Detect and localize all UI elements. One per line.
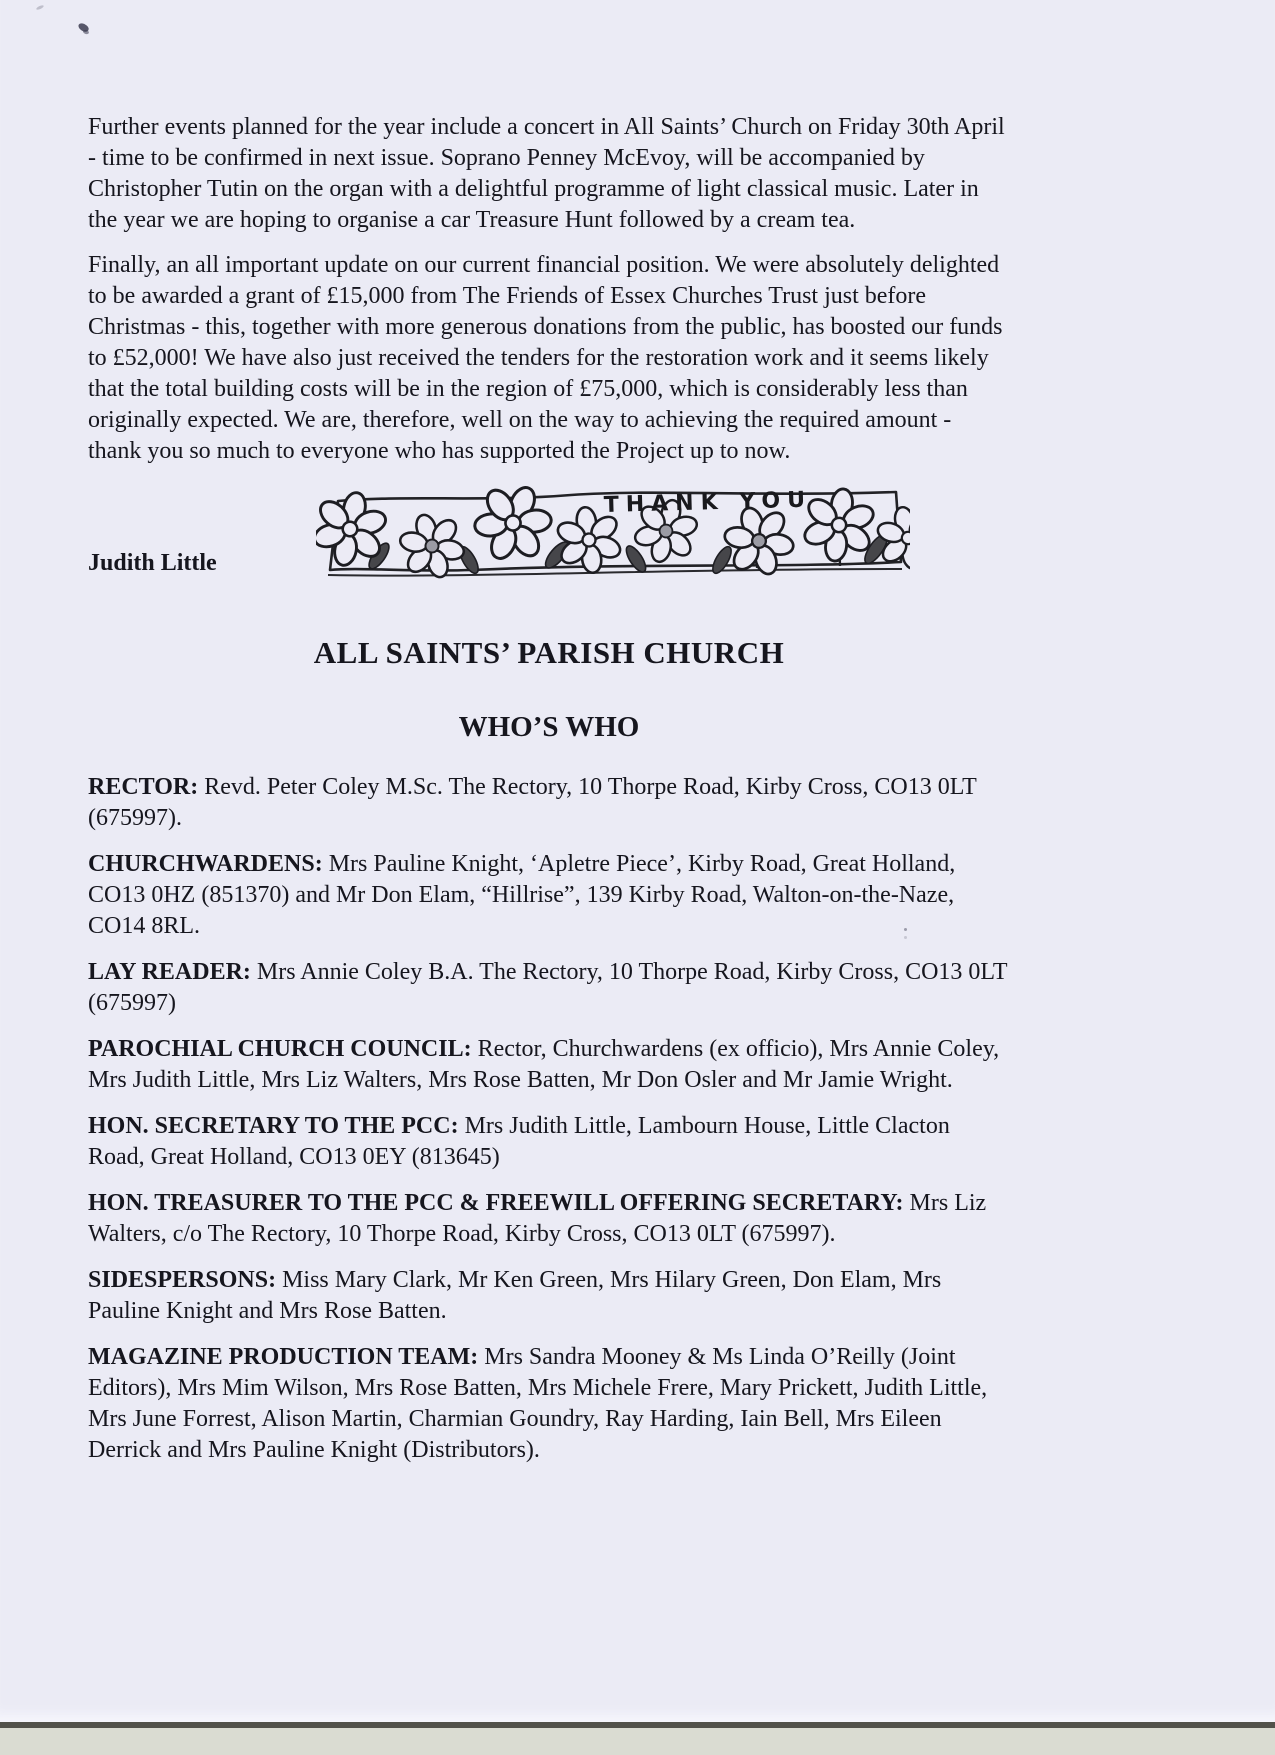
entry-rector [88, 772, 1010, 834]
entry-sidespersons [88, 1265, 1010, 1327]
paragraph-finances: Finally, an all important update on our current financial position. We were absolutely delighted to be awarded a grant of £15,000 from The Friends of Essex Churches Trust just before Christmas - this, together with more generous donations from the public, has boosted our funds to £52,000! We have also just received the tenders for the restoration work and it seems likely that the total building costs will be in the region of £75,000, which is considerably less than originally expected. We are, therefore, well on the way to achieving the required amount - thank you so much to everyone who has supported the Project up to now. [88, 252, 1003, 464]
entry-text: Mrs Annie Coley B.A. The Rectory, 10 Thorpe Road, Kirby Cross, CO13 0LT (675997) [88, 959, 1008, 1016]
scan-speck [36, 4, 45, 10]
page-title: ALL SAINTS’ PARISH CHURCH [313, 635, 785, 670]
entry-hon-secretary [88, 1111, 1010, 1173]
entry-lay-reader [88, 957, 1010, 1019]
entry-label: MAGAZINE PRODUCTION TEAM: [88, 1344, 479, 1370]
page-content [88, 112, 1010, 1481]
entry-label: HON. TREASURER TO THE PCC & FREEWILL OFFERING SECRETARY: [88, 1190, 904, 1216]
entry-label: CHURCHWARDENS: [88, 851, 323, 877]
entry-text: Mrs Sandra Mooney & Ms Linda O’Reilly (Joint Editors), Mrs Mim Wilson, Mrs Rose Batten, Mrs Michele Frere, Mary Prickett, Judith Little, Mrs June Forrest, Alison Martin, Charmian Goundry, Ray Harding, Iain Bell, Mrs Eileen Derrick and Mrs Pauline Knight (Distributors). [88, 1344, 988, 1463]
entry-magazine-production-team [88, 1342, 1010, 1466]
entry-label: SIDESPERSONS: [88, 1267, 277, 1293]
entry-text: Miss Mary Clark, Mr Ken Green, Mrs Hilary Green, Don Elam, Mrs Pauline Knight and Mrs Rose Batten. [88, 1267, 942, 1324]
thank-you-banner-illustration [316, 483, 910, 581]
entry-label: HON. SECRETARY TO THE PCC: [88, 1113, 459, 1139]
signature: Judith Little [88, 550, 217, 576]
banner-text: THANK YOU [603, 487, 813, 518]
entry-text: Mrs Judith Little, Lambourn House, Little Clacton Road, Great Holland, CO13 0EY (813645) [88, 1113, 950, 1170]
entry-label: RECTOR: [88, 774, 199, 800]
entry-text: Mrs Pauline Knight, ‘Apletre Piece’, Kirby Road, Great Holland, CO13 0HZ (851370) and Mr Don Elam, “Hillrise”, 139 Kirby Road, Walton-on-the-Naze, CO14 8RL. [88, 851, 956, 939]
entry-text: Mrs Liz Walters, c/o The Rectory, 10 Thorpe Road, Kirby Cross, CO13 0LT (675997). [88, 1190, 987, 1247]
entry-parochial-church-council [88, 1034, 1010, 1096]
entry-churchwardens [88, 849, 1010, 942]
entry-label: LAY READER: [88, 959, 251, 985]
entry-text: Rector, Churchwardens (ex officio), Mrs Annie Coley, Mrs Judith Little, Mrs Liz Walters, Mrs Rose Batten, Mr Don Osler and Mr Jamie Wright. [88, 1036, 1000, 1093]
entry-hon-treasurer [88, 1188, 1010, 1250]
section-title-whos-who: WHO’S WHO [458, 711, 640, 743]
paragraph-events: Further events planned for the year include a concert in All Saints’ Church on Friday 30th April - time to be confirmed in next issue. Soprano Penney McEvoy, will be accompanied by Christopher Tutin on the organ with a delightful programme of light classical music. Later in the year we are hoping to organise a car Treasure Hunt followed by a cream tea. [88, 114, 1005, 233]
banner-row [88, 481, 1010, 585]
entry-text: Revd. Peter Coley M.Sc. The Rectory, 10 Thorpe Road, Kirby Cross, CO13 0LT (675997). [88, 774, 977, 831]
entry-label: PAROCHIAL CHURCH COUNCIL: [88, 1036, 472, 1062]
